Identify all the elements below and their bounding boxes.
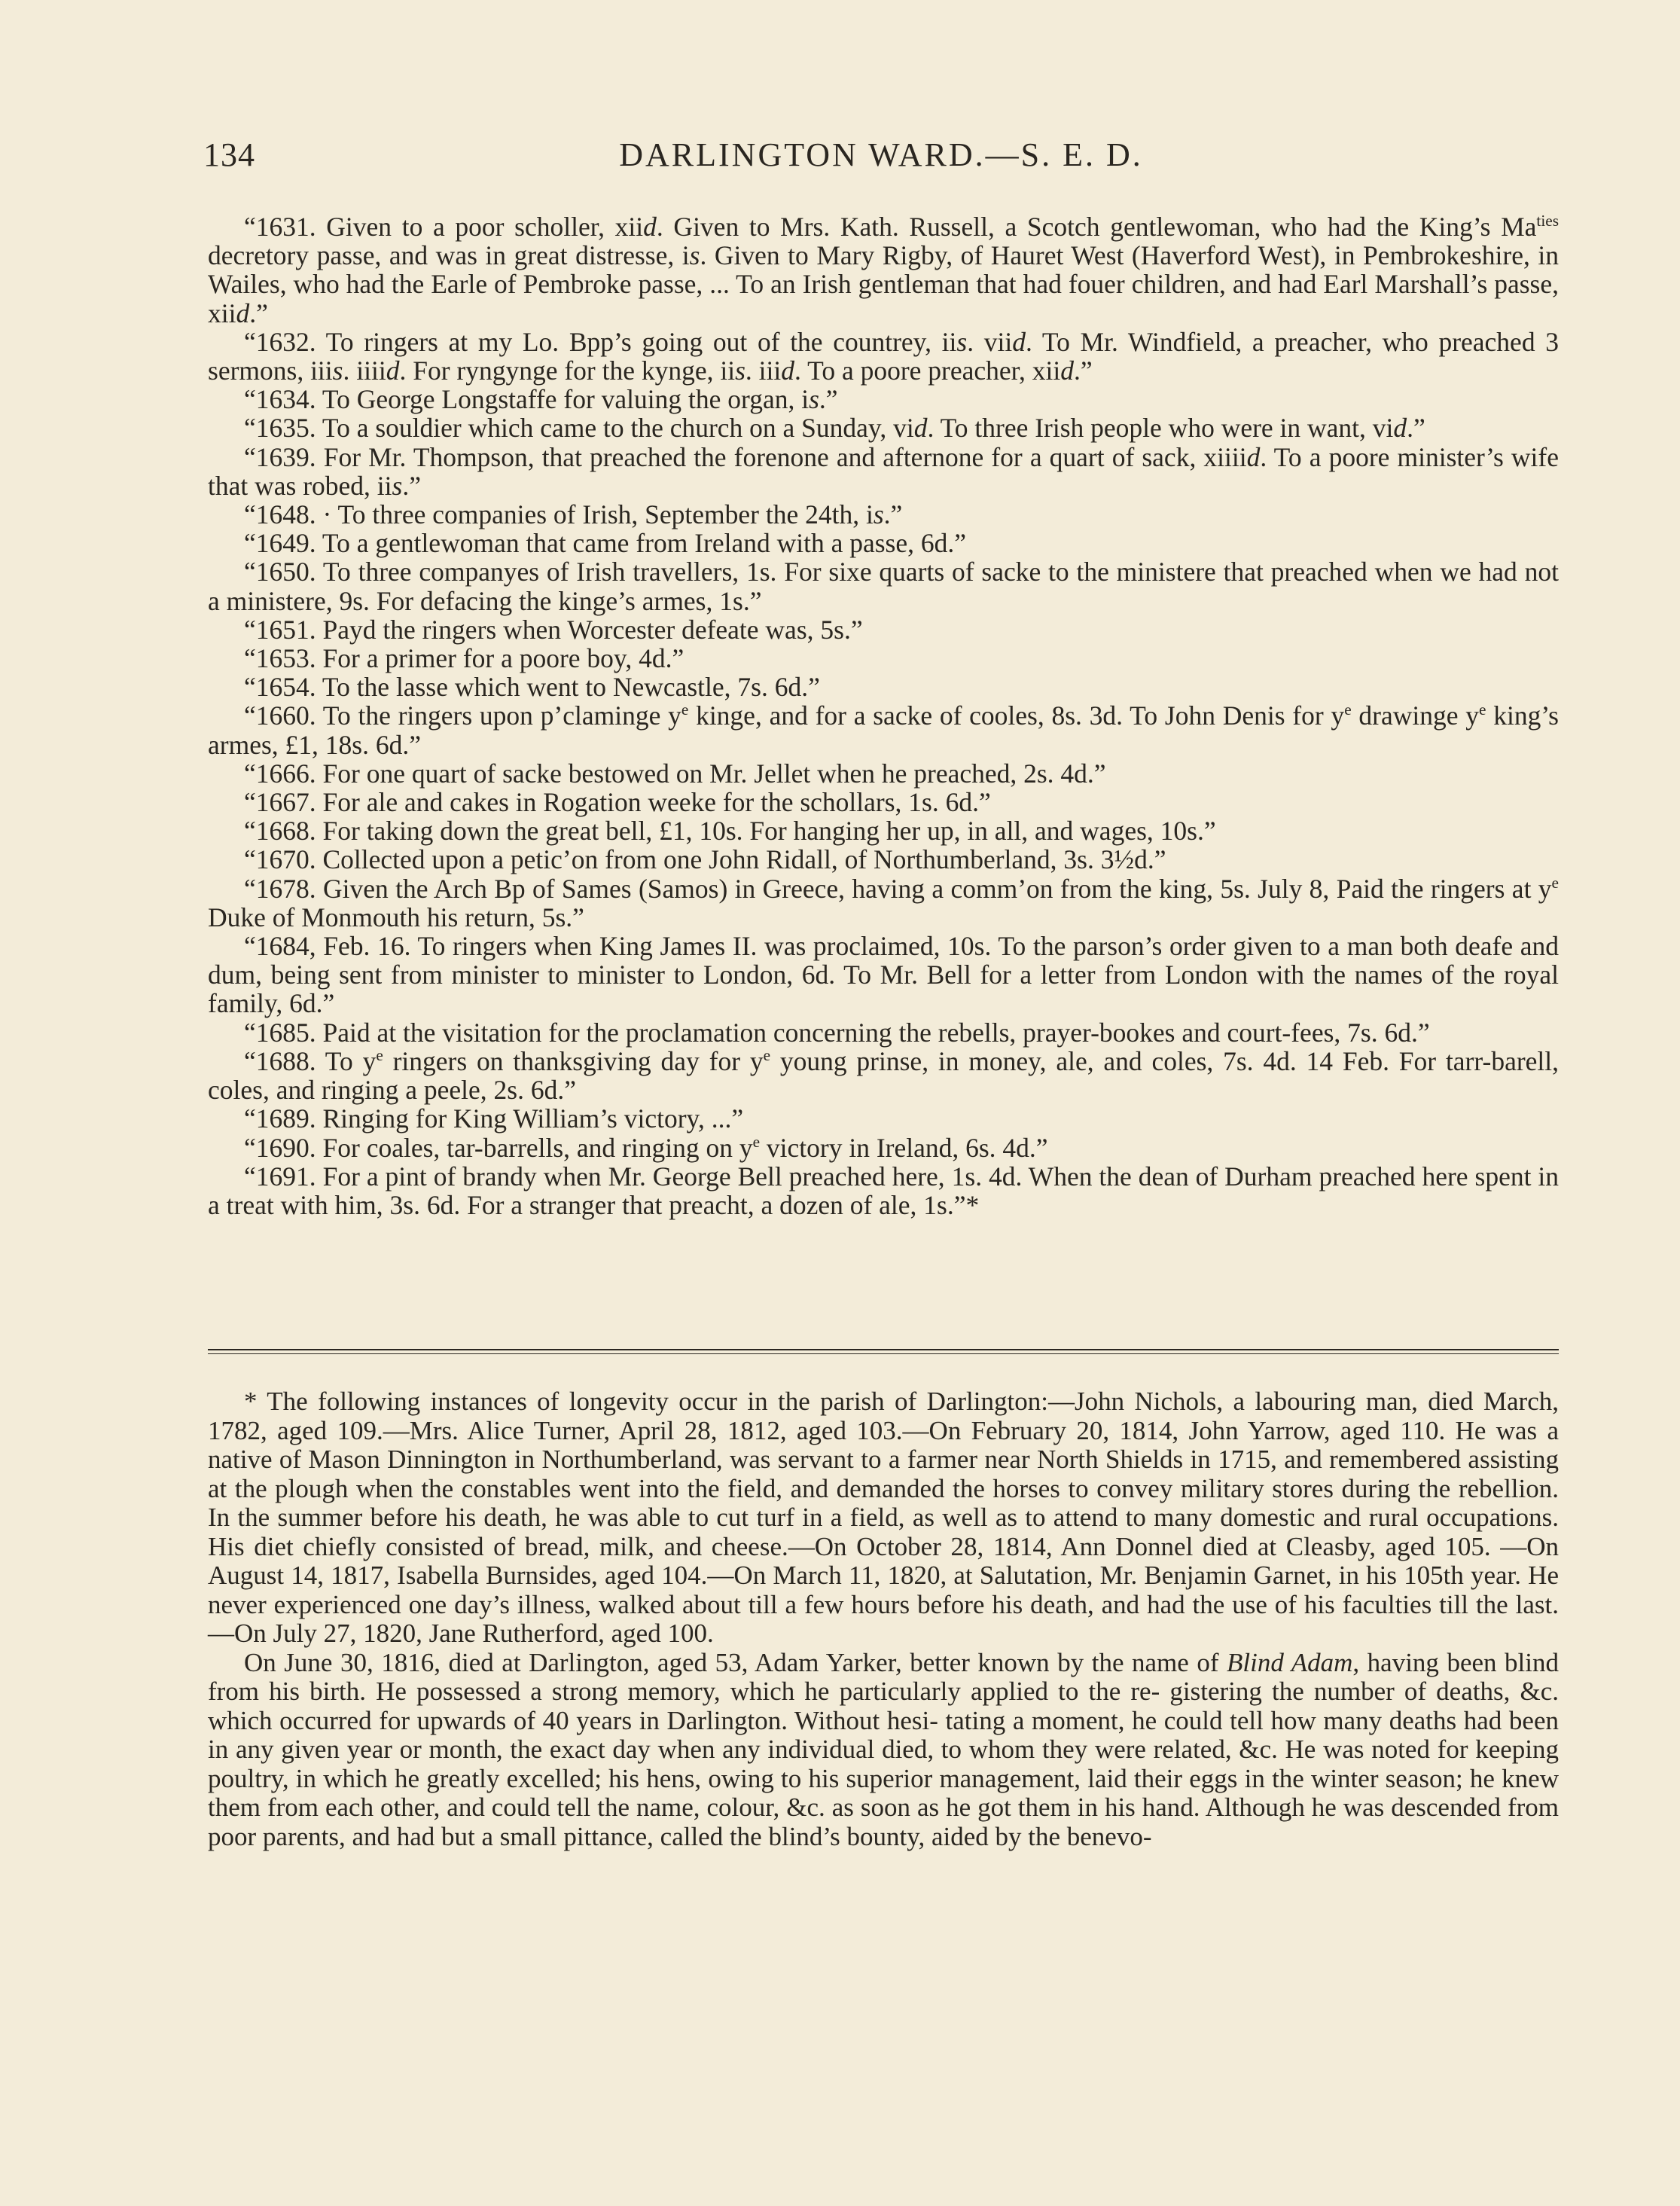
account-entry: “1639. For Mr. Thompson, that preached the forenone and afternone for a quart of sack, xiiiid. To a poore minister’s wife that was robed, iis.” — [208, 441, 1559, 501]
account-entry: “1654. To the lasse which went to Newcastle, 7s. 6d.” — [244, 672, 820, 703]
page-header — [203, 136, 1559, 188]
account-entry: “1666. For one quart of sacke bestowed on Mr. Jellet when he preached, 2s. 4d.” — [244, 758, 1106, 789]
account-entry: “1678. Given the Arch Bp of Sames (Samos) in Greece, having a comm’on from the king, 5s. July 8, Paid the ringers at $y^e$ Duke of Monmouth his return, 5s.” — [208, 873, 1559, 932]
account-entry: “1649. To a gentlewoman that came from Ireland with a passe, 6d.” — [244, 528, 966, 559]
account-entry: “1653. For a primer for a poore boy, 4d.” — [244, 643, 685, 674]
account-entry: “1685. Paid at the visitation for the proclamation concerning the rebells, prayer-bookes and court-fees, 7s. 6d.” — [244, 1017, 1430, 1048]
running-title: DARLINGTON WARD.—S. E. D. — [619, 136, 1143, 173]
account-entry: “1691. For a pint of brandy when Mr. George Bell preached here, 1s. 4d. When the dean of Durham preached here spent in a treat with him, 3s. 6d. For a stranger that preacht, a dozen of ale, 1s.”* — [208, 1161, 1559, 1220]
account-entry: “1670. Collected upon a petic’on from one John Ridall, of Northumberland, 3s. 3½d.” — [244, 844, 1166, 875]
account-entry: “1690. For coales, tar-barrells, and ringing on $y^e$ victory in Ireland, 6s. 4d.” — [244, 1132, 1048, 1163]
page-number: 134 — [203, 136, 255, 173]
footnote-paragraph: On June 30, 1816, died at Darlington, aged 53, Adam Yarker, better known by the name of Blind Adam, having been blind from his birth. He possessed a strong memory, which he particularly applied to the re- gistering the number of deaths, &c. which occurred for upwards of 40 years in Darlington. Without hesi- tating a moment, he could tell how many deaths had been in any given year or month, the exact day when any individual died, to whom they were related, &c. He was noted for keeping poultry, in which he greatly excelled; his hens, owing to his superior management, laid their eggs in the winter season; he knew them from each other, and could tell the name, colour, &c. as soon as he got them in his hand. Although he was descended from poor parents, and had but a small pittance, called the blind’s bounty, aided by the benevo- — [208, 1647, 1559, 1851]
account-entry: “1651. Payd the ringers when Worcester defeate was, 5s.” — [244, 614, 863, 645]
account-entry: “1632. To ringers at my Lo. Bpp’s going out of the countrey, iis. viid. To Mr. Windfield, a preacher, who preached 3 sermons, iiis. iiiid. For ryngynge for the kynge, iis. iiid. To a poore preacher, xiid.” — [208, 326, 1559, 386]
account-entry: “1650. To three companyes of Irish travellers, 1s. For sixe quarts of sacke to the ministere that preached when we had not a ministere, 9s. For defacing the kinge’s armes, 1s.” — [208, 557, 1559, 616]
account-entry: “1689. Ringing for King William’s victory, ...” — [244, 1103, 744, 1134]
account-entry: “1684, Feb. 16. To ringers when King James II. was proclaimed, 10s. To the parson’s order given to a man both deafe and dum, being sent from minister to minister to London, 6d. To Mr. Bell for a letter from London with the names of the royal family, 6d.” — [208, 931, 1559, 1019]
churchwarden-accounts — [208, 212, 1559, 1219]
account-entry: “1631. Given to a poor scholler, xiid. Given to Mrs. Kath. Russell, a Scotch gentlewoman, who had the King’s $Ma^{ties}$ decretory passe, and was in great distresse, is. Given to Mary Rigby, of Hauret West (Haverford West), in Pembrokeshire, in Wailes, who had the Earle of Pembroke passe, ... To an Irish gentleman that had fouer children, and had Earl Marshall’s passe, xiid.” — [208, 212, 1559, 328]
account-entry: “1635. To a souldier which came to the church on a Sunday, vid. To three Irish people who were in want, vid.” — [244, 413, 1425, 444]
account-entry: “1668. For taking down the great bell, £1, 10s. For hanging her up, in all, and wages, 10s.” — [244, 816, 1216, 847]
account-entry: “1688. To $y^e$ ringers on thanksgiving day for $y^e$ young prinse, in money, ale, and coles, 7s. 4d. 14 Feb. For tarr-barell, coles, and ringing a peele, 2s. 6d.” — [208, 1045, 1560, 1106]
account-entry: “1634. To George Longstaffe for valuing the organ, is.” — [244, 384, 838, 415]
account-entry: “1648. · To three companies of Irish, September the 24th, is.” — [244, 499, 903, 530]
account-entry: “1667. For ale and cakes in Rogation weeke for the schollars, 1s. 6d.” — [244, 787, 991, 818]
footnote-paragraph: * The following instances of longevity occur in the parish of Darlington:—John Nichols, a labouring man, died March, 1782, aged 109.—Mrs. Alice Turner, April 28, 1812, aged 103.—On February 20, 1814, John Yarrow, aged 110. He was a native of Mason Dinnington in Northumberland, was servant to a farmer near North Shields in 1715, and remembered assisting at the plough when the constables went into the field, and demanded the horses to convey military stores during the rebellion. In the summer before his death, he was able to cut turf in a field, as well as to attend to many domestic and rural occupations. His diet chiefly consisted of bread, milk, and cheese.—On October 28, 1814, Ann Donnel died at Cleasby, aged 105. —On August 14, 1817, Isabella Burnsides, aged 104.—On March 11, 1820, at Salutation, Mr. Benjamin Garnet, in his 105th year. He never experienced one day’s illness, walked about till a few hours before his death, and had the use of his faculties till the last.—On July 27, 1820, Jane Rutherford, aged 100. — [208, 1387, 1559, 1648]
footnote-rule — [208, 1349, 1559, 1354]
footnotes — [208, 1387, 1559, 1851]
account-entry: “1660. To the ringers upon p’claminge $y^e$ kinge, and for a sacke of cooles, 8s. 3d. To John Denis for $y^e$ drawinge $y^e$ king’s armes, £1, 18s. 6d.” — [208, 700, 1559, 760]
